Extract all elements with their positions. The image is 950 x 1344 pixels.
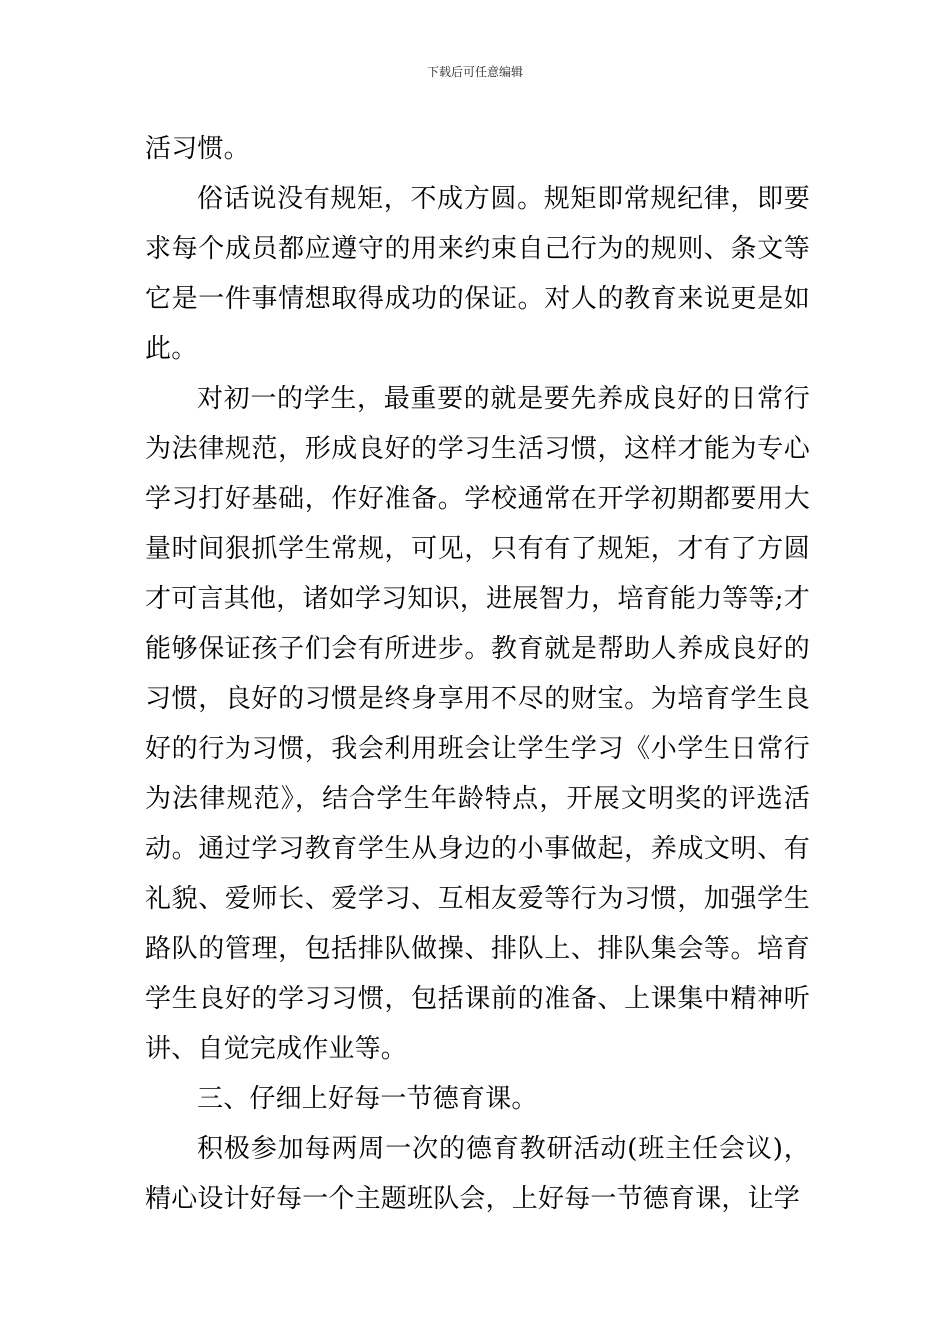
paragraph: 活习惯。 [145,134,250,164]
paragraph: 俗话说没有规矩，不成方圆。规矩即常规纪律，即要求每个成员都应遵守的用来约束自己行为的规则、条文等它是一件事情想取得成功的保证。对人的教育来说更是如此。 [145,184,810,364]
paragraph: 对初一的学生，最重要的就是要先养成良好的日常行为法律规范，形成良好的学习生活习惯，这样才能为专心学习打好基础，作好准备。学校通常在开学初期都要用大量时间狠抓学生常规，可见，只有有了规矩，才有了方圆才可言其他，诸如学习知识，进展智力，培育能力等等;才能够保证孩子们会有所进步。教育就是帮助人养成良好的习惯，良好的习惯是终身享用不尽的财宝。为培育学生良好的行为习惯，我会利用班会让学生学习《小学生日常行为法律规范》，结合学生年龄特点，开展文明奖的评选活动。通过学习教育学生从身边的小事做起，养成文明、有礼貌、爱师长、爱学习、互相友爱等行为习惯，加强学生路队的管理，包括排队做操、排队上、排队集会等。培育学生良好的学习习惯，包括课前的准备、上课集中精神听讲、自觉完成作业等。 [145,384,810,1064]
page-header: 下载后可任意编辑 [426,65,523,79]
section-heading: 三、仔细上好每一节德育课。 [197,1084,538,1114]
paragraph: 积极参加每两周一次的德育教研活动(班主任会议)，精心设计好每一个主题班队会，上好每一节德育课，让学 [145,1134,810,1214]
document-body [145,124,810,1224]
